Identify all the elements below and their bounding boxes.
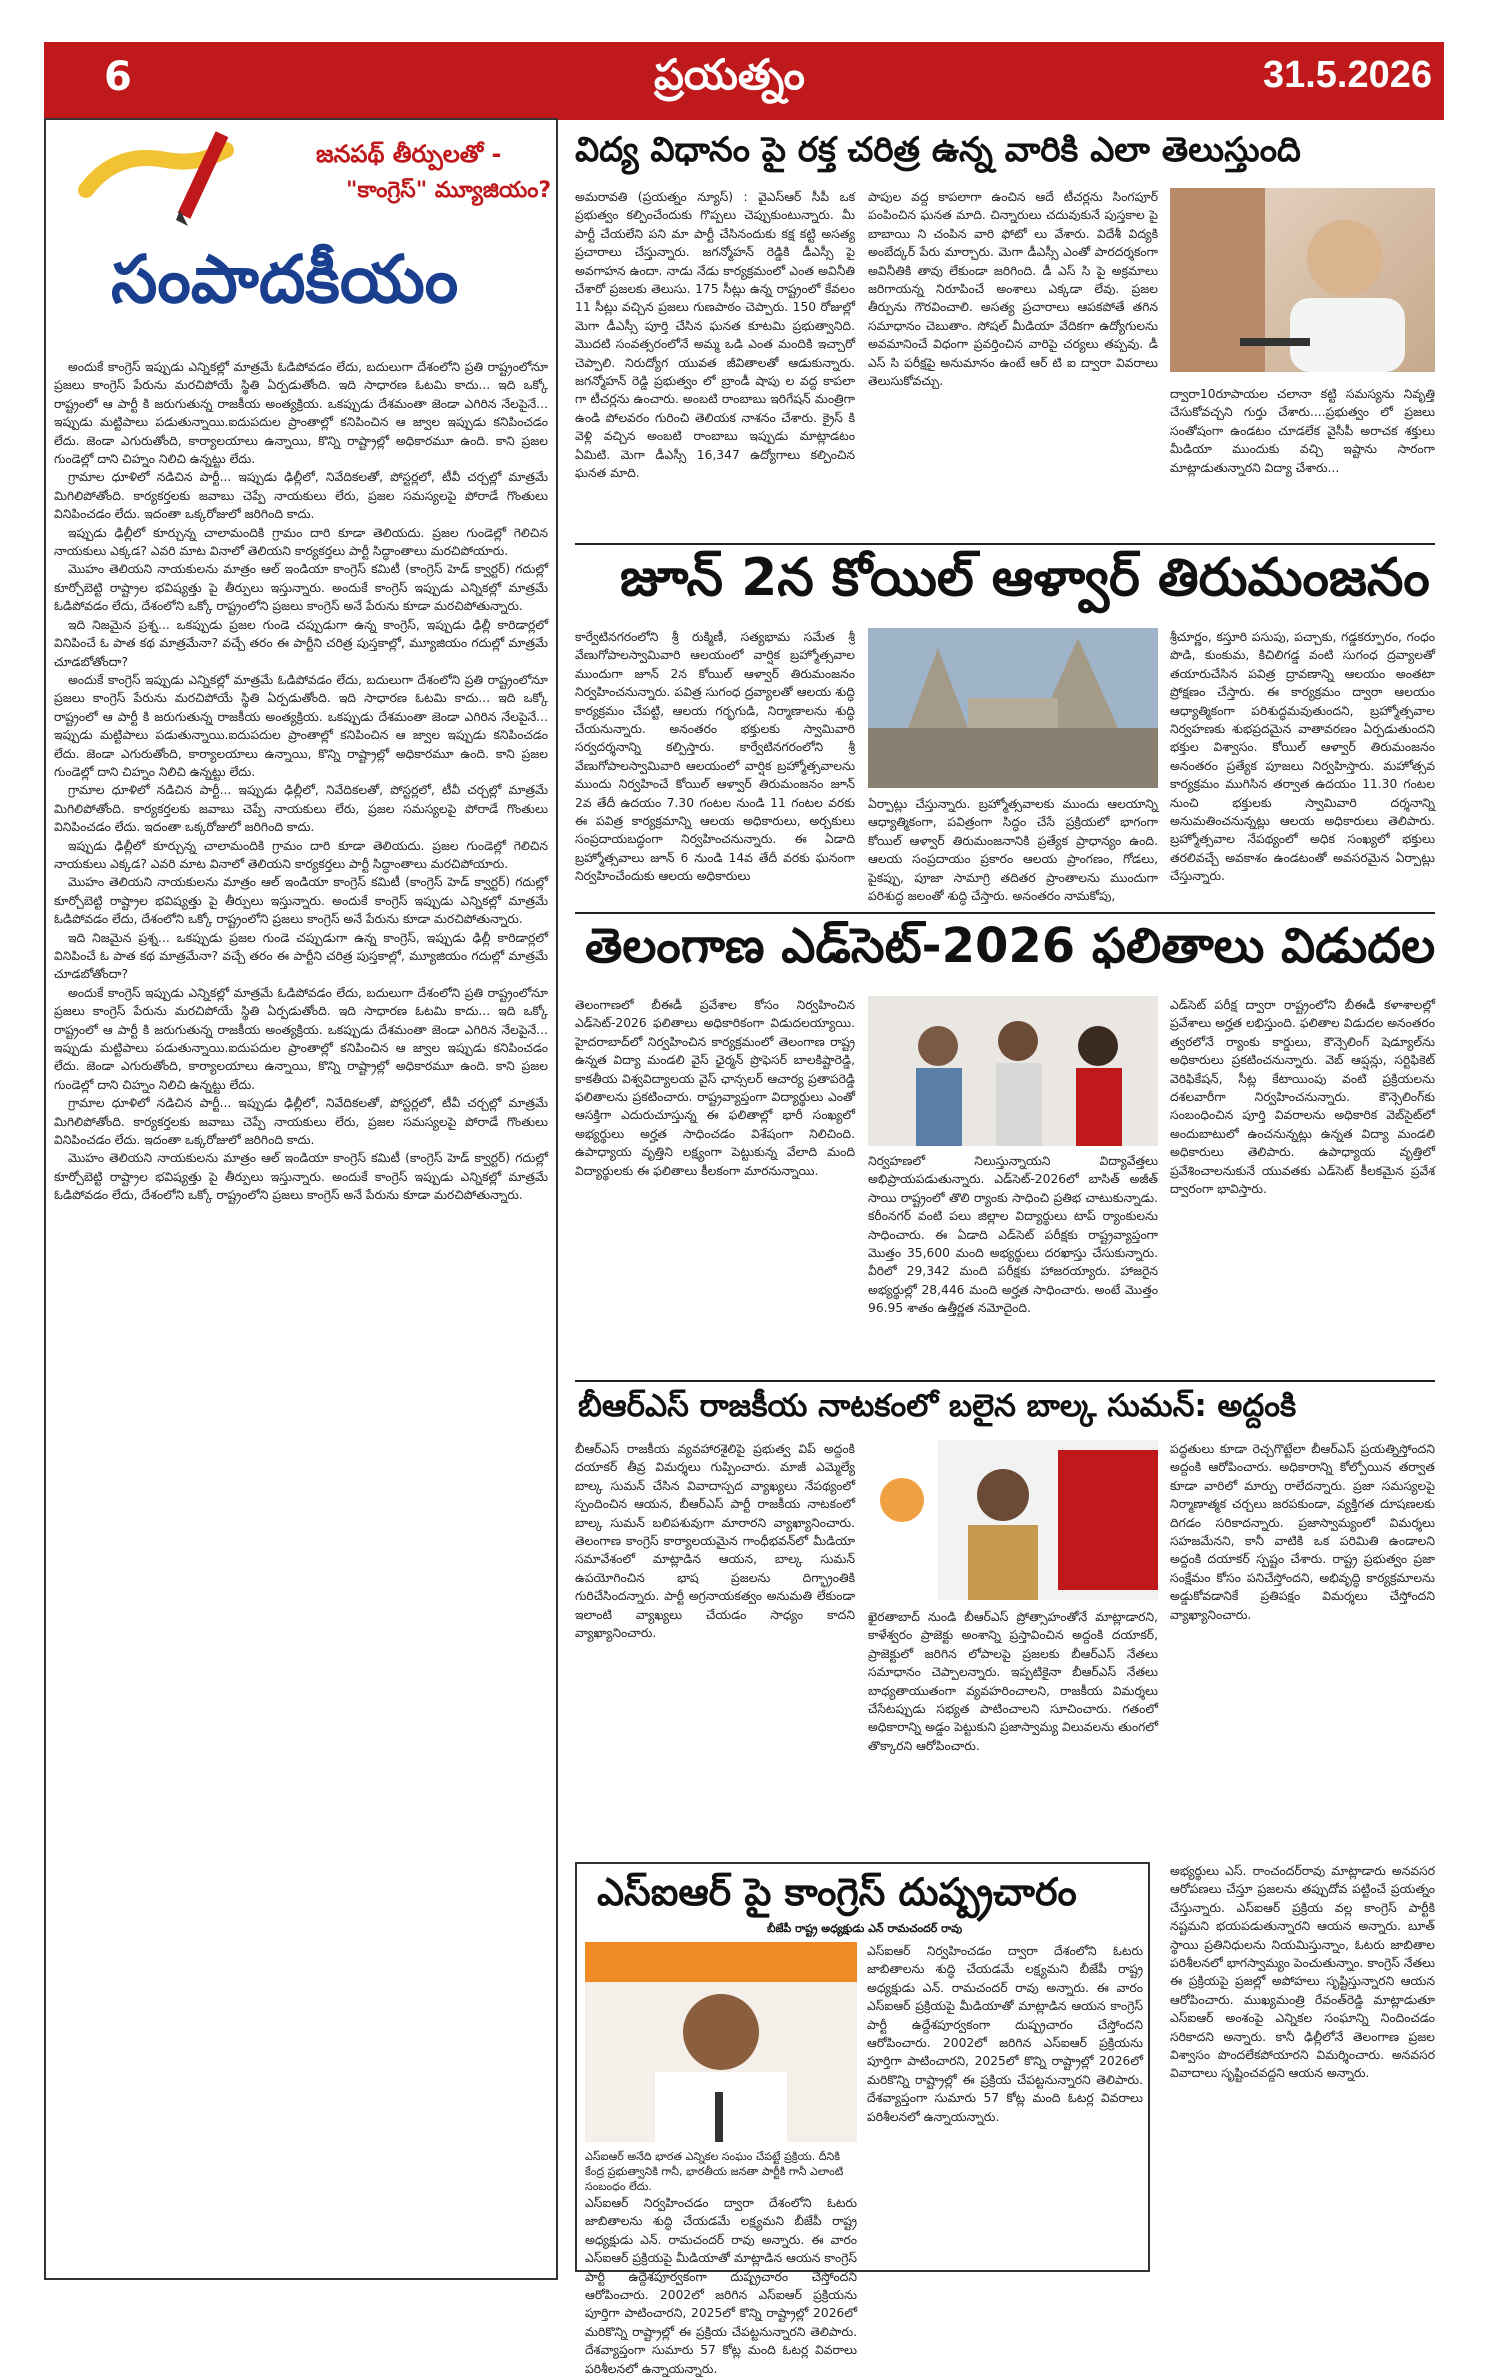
editorial-paragraph: గ్రామాల ధూళిలో నడిచిన పార్టీ... ఇప్పుడు ఢిల్లీలో, నివేదికలతో, పోస్టర్లలో, టీవీ చర్చల్లో మాత్రమే మిగిలిపోతోంది. కార్యకర్తలకు జవాబు చెప్పే నాయకులు లేరు, ప్రజల సమస్యలపై పోరాడే గొంతులు వినిపించడం లేదు. ఇదంతా ఒక్కరోజులో జరిగింది కాదు. [54,1096,548,1148]
article-2-col-2: ఏర్పాట్లు చేస్తున్నారు. బ్రహ్మోత్సవాలకు ముందు ఆలయాన్ని ఆధ్యాత్మికంగా, పవిత్రంగా సిద్ధం చేసే ప్రక్రియలో భాగంగా కోయిల్ ఆళ్వార్ తిరుమంజనానికి ప్రత్యేక ప్రాధాన్యం ఉంది. ఆలయ సంప్రదాయం ప్రకారం ఆలయ ప్రాంగణం, గోడలు, పైకప్పు, పూజా సామాగ్రి తదితర ప్రాంతాలను ముందుగా పరిశుద్ధ జలంతో శుద్ధి చేస్తారు. అనంతరం నామకోపు, [868,797,1158,904]
editorial-box [44,118,558,2280]
editorial-body [54,358,548,2270]
pen-icon [76,130,246,230]
editorial-paragraph: మొహం తెలియని నాయకులను మాత్రం ఆల్ ఇండియా కాంగ్రెస్ కమిటీ (కాంగ్రెస్ హెడ్ క్వార్టర్) గదుల్లో కూర్చోబెట్టి రాష్ట్రాల భవిష్యత్తు పై తీర్పులు ఇస్తున్నారు. అందుకే కాంగ్రెస్ ఇప్పుడు ఎన్నికల్లో మాత్రమే ఓడిపోవడం లేదు, దేశంలోని ఒక్కో రాష్ట్రంలోని ప్రజలు కాంగ్రెస్ అనే పేరును కూడా మరచిపోతున్నారు. [54,562,548,614]
article-2-headline: జూన్ 2న కోయిల్ ఆళ్వార్ తిరుమంజనం [620,548,1430,608]
editorial-paragraph: అందుకే కాంగ్రెస్ ఇప్పుడు ఎన్నికల్లో మాత్రమే ఓడిపోవడం లేదు, బదులుగా దేశంలోని ప్రతి రాష్ట్రంలోనూ ప్రజలు కాంగ్రెస్ పేరును మరచిపోయే స్థితి ఏర్పడుతోంది. ఇది సాధారణ ఓటమి కాదు... ఇది ఒక్కో రాష్ట్రంలో ఆ పార్టీ కి జరుగుతున్న రాజకీయ అంత్యక్రియ. ఒకప్పుడు దేశమంతా జెండా ఎగిరిన నేలపైనే... ఇప్పుడు మట్టిపాలు పడుతున్నాయి.ఐదుపదుల ప్రాంతాల్లో కనిపించిన ఆ జ్వాల ఇప్పుడు కనిపించడం లేదు. జెండా ఎగురుతోంది, కార్యాలయాలు ఉన్నాయి, కొన్ని రాష్ట్రాల్లో అధికారమూ ఉంది. కాని ప్రజల గుండెల్లో దాని చిహ్నం నిలిచి ఉన్నట్టు లేదు. [54,360,548,467]
article-3-col-3: ఎడ్‌సెట్ పరీక్ష ద్వారా రాష్ట్రంలోని బీఈడీ కళాశాలల్లో ప్రవేశాలు అర్హత లభిస్తుంది. ఫలితాల విడుదల అనంతరం త్వరలోనే ర్యాంకు కార్డులు, కౌన్సెలింగ్ షెడ్యూల్‌ను అధికారులు ప్రకటించనున్నారు. వెబ్ ఆప్షన్లు, సర్టిఫికెట్ వెరిఫికేషన్, సీట్ల కేటాయింపు వంటి ప్రక్రియలను దశలవారీగా నిర్వహించనున్నారు. కౌన్సెలింగ్‌కు సంబంధించిన పూర్తి వివరాలను అధికారిక వెబ్‌సైట్‌లో అందుబాటులో ఉంచనున్నట్లు ఉన్నత విద్యా మండలి అధికారులు తెలిపారు. ఉపాధ్యాయ వృత్తిలో ప్రవేశించాలనుకునే యువతకు ఎడ్‌సెట్ కీలకమైన ప్రవేశ ద్వారంగా భావిస్తారు. [1170,998,1435,1197]
article-2-col-3: శ్రీచూర్ణం, కస్తూరి పసుపు, పచ్చాకు, గడ్డకర్పూరం, గంధం పొడి, కుంకుమ, కిచిలిగడ్డ వంటి సుగంధ ద్రవ్యాలతో తయారుచేసిన పవిత్ర ద్రావణాన్ని ఆలయం అంతటా ప్రోక్షణం చేస్తారు. ఈ కార్యక్రమం ద్వారా ఆలయం ఆధ్యాత్మికంగా పరిశుద్ధమవుతుందని, బ్రహ్మోత్సవాల నిర్వహణకు శుభప్రదమైన వాతావరణం ఏర్పడుతుందని భక్తుల విశ్వాసం. కోయిల్ ఆళ్వార్ తిరుమంజనం అనంతరం ప్రత్యేక పూజలు నిర్వహిస్తారు. మహోత్సవ కార్యక్రమం ముగిసిన తర్వాత ఉదయం 11.30 గంటల నుంచి భక్తులకు స్వామివారి దర్శనాన్ని అనుమతించనున్నట్లు ఆలయ అధికారులు తెలిపారు. బ్రహ్మోత్సవాల నేపథ్యంలో అధిక సంఖ్యలో భక్తులు తరలివచ్చే అవకాశం ఉండటంతో అవసరమైన ఏర్పాట్లు చేస్తున్నారు. [1170,630,1435,884]
article-4-speaker-photo [868,1440,1158,1600]
article-4-col-2: ఖైరతాబాద్ నుండి బీఆర్ఎస్ ప్రోత్సాహంతోనే మాట్లాడారని, కాళేశ్వరం ప్రాజెక్టు అంశాన్ని ప్రస్తావించిన అద్దంకి దయాకర్, ప్రాజెక్టులో జరిగిన లోపాలపై ప్రజలకు బీఆర్ఎస్ నేతలు సమాధానం చెప్పాలన్నారు. ఇప్పటికైనా బీఆర్ఎస్ నేతలు బాధ్యతాయుతంగా వ్యవహరించాలని, రాజకీయ విమర్శలు చేసేటప్పుడు సభ్యత పాటించాలని సూచించారు. గతంలో అధికారాన్ని అడ్డం పెట్టుకుని ప్రజాస్వామ్య విలువలను తుంగలో తొక్కారని ఆరోపించారు. [868,1610,1158,1753]
editorial-paragraph: ఇప్పుడు ఢిల్లీలో కూర్చున్న చాలామందికి గ్రామం దారి కూడా తెలియదు. ప్రజల గుండెల్లో గెలిచిన నాయకులు ఎక్కడ? ఎవరి మాట వినాలో తెలియని కార్యకర్తలు పార్టీ సిద్ధాంతాలు మరచిపోయారు. [54,525,548,559]
article-4-col-1: బీఆర్ఎస్ రాజకీయ వ్యవహారశైలిపై ప్రభుత్వ విప్ అద్దంకి దయాకర్ తీవ్ర విమర్శలు గుప్పించారు. మాజీ ఎమ్మెల్యే బాల్క సుమన్ చేసిన వివాదాస్పద వ్యాఖ్యలు నేపథ్యంలో స్పందించిన ఆయన, బీఆర్ఎస్ పార్టీ రాజకీయ నాటకంలో బాల్క సుమన్ బలిపశువుగా మారారని వ్యాఖ్యానించారు. తెలంగాణ కాంగ్రెస్ కార్యాలయమైన గాంధీభవన్‌లో మీడియా సమావేశంలో మాట్లాడిన ఆయన, బాల్క సుమన్ ఉపయోగించిన భాష ప్రజలను దిగ్భ్రాంతికి గురిచేసిందన్నారు. పార్టీ అగ్రనాయకత్వం అనుమతి లేకుండా ఇలాంటి వ్యాఖ్యలు చేయడం సాధ్యం కాదని వ్యాఖ్యానించారు. [575,1442,855,1641]
divider [575,1380,1435,1382]
editorial-tagline-1: జనపథ్ తీర్పులతో - [316,140,502,168]
article-1-col-3: ద్వారా10రూపాయల చలానా కట్టి సమస్యను నివృత్తి చేసుకోవచ్చని గుర్తు చేశారు....ప్రభుత్వం లో ప్రజలు సంతోషంగా ఉండటం చూడలేక వైసీపీ అరాచక శక్తులు మీడియా ముందుకు వచ్చి ఇష్టాను సారంగా మాట్లాడుతున్నారని విద్యా చేశారు... [1170,387,1435,475]
article-1-col-2: పాపుల వద్ద కాపలాగా ఉంచిన ఆదే టీచర్లను సింగపూర్ పంపించిన ఘనత మాది. చిన్నారులు చదువుకునే పుస్తకాల పై బాబాయి ని చంపిన వారి ఫోటో లు వేశారు. విదేశీ విద్యకి అంబేద్కర్ పేరు మార్చారు. మెగా డీఎస్సీ ఎంతో పారదర్శకంగా అవినీతికి తావు లేకుండా జరిగింది. డీ ఎస్ సి పై అక్రమాలు జరిగాయన్న నిరూపించే అంశాలు ఎక్కడా లేవు. ప్రజల తీర్పును గౌరవించాలి. అసత్య ప్రచారాలు ఆపకపోతే తగిన సమాధానం చెబుతాం. సోషల్ మీడియా వేదికగా ఉద్యోగులను అవమానించే విధంగా ప్రవర్తించిన వారిపై చర్యలు తప్పవు. డీ ఎస్ సి పరీక్షపై అనుమానం ఉంటే ఆర్ టి ఐ ద్వారా వివరాలు తెలుసుకోవచ్చు. [868,190,1158,389]
article-1-photo [1170,188,1435,372]
article-5-box [575,1862,1150,2376]
article-5-col-1-tail: ఎస్ఐఆర్ నిర్వహించడం ద్వారా దేశంలోని ఓటరు జాబితాలను శుద్ధి చేయడమే లక్ష్యమని బీజేపీ రాష్ట్ర అధ్యక్షుడు ఎన్. రామచందర్ రావు అన్నారు. ఈ వారం ఎస్ఐఆర్ ప్రక్రియపై మీడియాతో మాట్లాడిన ఆయన కాంగ్రెస్ పార్టీ ఉద్దేశపూర్వకంగా దుష్ప్రచారం చేస్తోందని ఆరోపించారు. 2002లో జరిగిన ఎస్ఐఆర్ ప్రక్రియను పూర్తిగా పాటించారని, 2025లో కొన్ని రాష్ట్రాల్లో 2026లో మరికొన్ని రాష్ట్రాల్లో ఈ ప్రక్రియ చేపట్టనున్నారని తెలిపారు. దేశవ్యాప్తంగా సుమారు 57 కోట్ల మంది ఓటర్ల వివరాలు పరిశీలనలో ఉన్నాయన్నారు. [585,2196,857,2376]
article-5-col-2: అభ్యర్థులు ఎస్. రాంచందర్‌రావు మాట్లాడారు అనవసర ఆరోపణలు చేస్తూ ప్రజలను తప్పుదోవ పట్టించే ప్రయత్నం చేస్తున్నారు. ఎస్ఐఆర్ ప్రక్రియ వల్ల కాంగ్రెస్ పార్టీకి నష్టమని భయపడుతున్నారని ఆయన అన్నారు. బూత్ స్థాయి ప్రతినిధులను నియమిస్తున్నాం, ఓటరు జాబితాల పరిశీలనలో భాగస్వామ్యం పెంచుతున్నాం. కాంగ్రెస్ నేతలు ఈ ప్రక్రియపై ప్రజల్లో అపోహలు సృష్టిస్తున్నారని ఆయన ఆరోపించారు. ముఖ్యమంత్రి రేవంత్‌రెడ్డి మాట్లాడుతూ ఎస్ఐఆర్ అంశంపై ఎన్నికల సంఘాన్ని నిందించడం సరికాదని అన్నారు. కానీ ఢిల్లీలోనే తెలంగాణ ప్రజల విశ్వాసం పొందలేకపోయారని విమర్శించారు. అనవసర వివాదాలు సృష్టించవద్దని ఆయన అన్నారు. [1170,1864,1435,2081]
article-5-byline: బీజేపీ రాష్ట్ర అధ్యక్షుడు ఎన్ రామచందర్ రావు [767,1922,963,1935]
divider [575,543,1435,545]
editorial-tagline-2: "కాంగ్రెస్" మ్యూజియం? [346,178,552,203]
editorial-paragraph: గ్రామాల ధూళిలో నడిచిన పార్టీ... ఇప్పుడు ఢిల్లీలో, నివేదికలతో, పోస్టర్లలో, టీవీ చర్చల్లో మాత్రమే మిగిలిపోతోంది. కార్యకర్తలకు జవాబు చెప్పే నాయకులు లేరు, ప్రజల సమస్యలపై పోరాడే గొంతులు వినిపించడం లేదు. ఇదంతా ఒక్కరోజులో జరిగింది కాదు. [54,783,548,835]
article-5-speaker-photo [585,1942,857,2142]
article-3-students-photo [868,996,1158,1146]
article-1-col-1: అమరావతి (ప్రయత్నం న్యూస్) : వైఎస్ఆర్ సీపీ ఒక ప్రభుత్వం కల్పించేందుకు గొప్పలు చెప్పుకుంటున్నారు. మీ పార్టీ చేయలేని పని మా పార్టీ చేసినందుకు కక్ష కట్టి అసత్య ప్రచారాలు చేస్తున్నారు. జగన్మోహన్ రెడ్డికి డీఎస్సీ పై అవగాహన ఉందా. నాడు నేడు కార్యక్రమంలో ఎంత అవినీతి చేశారో ప్రజలకు తెలుసు. 175 సీట్లు ఉన్న రాష్ట్రంలో కేవలం 11 సీట్లు వచ్చిన ప్రజలు గుణపాఠం చెప్పారు. 150 రోజుల్లో మెగా డీఎస్సీ పూర్తి చేసిన ఘనత కూటమి ప్రభుత్వానిది. మొదటి సంవత్సరంలోనే అమ్మ ఒడి ఎంత మందికి ఇచ్చారో చెప్పాలి. నిరుద్యోగ యువత జీవితాలతో ఆడుకున్నారు. జగన్మోహన్ రెడ్డి ప్రభుత్వం లో బ్రాండీ షాపు ల వద్ద కాపలా గా టీచర్లను ఉంచారు. అంబటి రాంబాబు ఇరిగేషన్ మంత్రిగా ఉండి పోలవరం గురించి తెలియక నాశనం చేశారు. క్రైస్ కి వెళ్లి వచ్చిన అంబటి రాంబాబు ఇప్పుడు మాట్లాడటం ఏమిటి. మెగా డీఎస్సీ 16,347 ఉద్యోగాలు కల్పించిన ఘనత మాది. [575,190,855,481]
editorial-paragraph: ఇప్పుడు ఢిల్లీలో కూర్చున్న చాలామందికి గ్రామం దారి కూడా తెలియదు. ప్రజల గుండెల్లో గెలిచిన నాయకులు ఎక్కడ? ఎవరి మాట వినాలో తెలియని కార్యకర్తలు పార్టీ సిద్ధాంతాలు మరచిపోయారు. [54,838,548,871]
editorial-paragraph: ఇది నిజమైన ప్రశ్న... ఒకప్పుడు ప్రజల గుండె చప్పుడుగా ఉన్న కాంగ్రెస్, ఇప్పుడు ఢిల్లీ కారిడార్లలో వినిపించే ఓ పాత కథ మాత్రమేనా? వచ్చే తరం ఈ పార్టీని చరిత్ర పుస్తకాల్లో, మ్యూజియం గదుల్లో మాత్రమే చూడబోతోందా? [54,930,548,982]
editorial-paragraph: అందుకే కాంగ్రెస్ ఇప్పుడు ఎన్నికల్లో మాత్రమే ఓడిపోవడం లేదు, బదులుగా దేశంలోని ప్రతి రాష్ట్రంలోనూ ప్రజలు కాంగ్రెస్ పేరును మరచిపోయే స్థితి ఏర్పడుతోంది. ఇది సాధారణ ఓటమి కాదు... ఇది ఒక్కో రాష్ట్రంలో ఆ పార్టీ కి జరుగుతున్న రాజకీయ అంత్యక్రియ. ఒకప్పుడు దేశమంతా జెండా ఎగిరిన నేలపైనే... ఇప్పుడు మట్టిపాలు పడుతున్నాయి.ఐదుపదుల ప్రాంతాల్లో కనిపించిన ఆ జ్వాల ఇప్పుడు కనిపించడం లేదు. జెండా ఎగురుతోంది, కార్యాలయాలు ఉన్నాయి, కొన్ని రాష్ట్రాల్లో అధికారమూ ఉంది. కాని ప్రజల గుండెల్లో దాని చిహ్నం నిలిచి ఉన్నట్టు లేదు. [54,985,548,1092]
article-5-col-1: ఎస్ఐఆర్ నిర్వహించడం ద్వారా దేశంలోని ఓటరు జాబితాలను శుద్ధి చేయడమే లక్ష్యమని బీజేపీ రాష్ట్ర అధ్యక్షుడు ఎన్. రామచందర్ రావు అన్నారు. ఈ వారం ఎస్ఐఆర్ ప్రక్రియపై మీడియాతో మాట్లాడిన ఆయన కాంగ్రెస్ పార్టీ ఉద్దేశపూర్వకంగా దుష్ప్రచారం చేస్తోందని ఆరోపించారు. 2002లో జరిగిన ఎస్ఐఆర్ ప్రక్రియను పూర్తిగా పాటించారని, 2025లో కొన్ని రాష్ట్రాల్లో 2026లో మరికొన్ని రాష్ట్రాల్లో ఈ ప్రక్రియ చేపట్టనున్నారని తెలిపారు. దేశవ్యాప్తంగా సుమారు 57 కోట్ల మంది ఓటర్ల వివరాలు పరిశీలనలో ఉన్నాయన్నారు. [867,1944,1143,2124]
article-3-col-2: నిర్వహణలో నిలుస్తున్నాయని విద్యావేత్తలు అభిప్రాయపడుతున్నారు. ఎడ్‌సెట్-2026లో బాసిత్ అజీత్ సాయి రాష్ట్రంలో తొలి ర్యాంకు సాధించి ప్రతిభ చాటుకున్నాడు. కరీంనగర్ వంటి పలు జిల్లాల విద్యార్థులు టాప్ ర్యాంకులను సాధించారు. ఈ ఏడాది ఎడ్‌సెట్ పరీక్షకు రాష్ట్రవ్యాప్తంగా మొత్తం 35,600 మంది అభ్యర్థులు దరఖాస్తు చేసుకున్నారు. వీరిలో 29,342 మంది పరీక్షకు హాజరయ్యారు. హాజరైన అభ్యర్థుల్లో 28,446 మంది అర్హత సాధించారు. అంటే మొత్తం 96.95 శాతం ఉత్తీర్ణత నమోదైంది. [868,1154,1158,1316]
editorial-paragraph: గ్రామాల ధూళిలో నడిచిన పార్టీ... ఇప్పుడు ఢిల్లీలో, నివేదికలతో, పోస్టర్లలో, టీవీ చర్చల్లో మాత్రమే మిగిలిపోతోంది. కార్యకర్తలకు జవాబు చెప్పే నాయకులు లేరు, ప్రజల సమస్యలపై పోరాడే గొంతులు వినిపించడం లేదు. ఇదంతా ఒక్కరోజులో జరిగింది కాదు. [54,470,548,522]
editorial-paragraph: అందుకే కాంగ్రెస్ ఇప్పుడు ఎన్నికల్లో మాత్రమే ఓడిపోవడం లేదు, బదులుగా దేశంలోని ప్రతి రాష్ట్రంలోనూ ప్రజలు కాంగ్రెస్ పేరును మరచిపోయే స్థితి ఏర్పడుతోంది. ఇది సాధారణ ఓటమి కాదు... ఇది ఒక్కో రాష్ట్రంలో ఆ పార్టీ కి జరుగుతున్న రాజకీయ అంత్యక్రియ. ఒకప్పుడు దేశమంతా జెండా ఎగిరిన నేలపైనే... ఇప్పుడు మట్టిపాలు పడుతున్నాయి.ఐదుపదుల ప్రాంతాల్లో కనిపించిన ఆ జ్వాల ఇప్పుడు కనిపించడం లేదు. జెండా ఎగురుతోంది, కార్యాలయాలు ఉన్నాయి, కొన్ని రాష్ట్రాల్లో అధికారమూ ఉంది. కాని ప్రజల గుండెల్లో దాని చిహ్నం నిలిచి ఉన్నట్టు లేదు. [54,672,548,779]
article-2-col-1: కార్వేటినగరంలోని శ్రీ రుక్మిణీ, సత్యభామ సమేత శ్రీ వేణుగోపాలస్వామివారి ఆలయంలో వార్షిక బ్రహ్మోత్సవాల ముందుగా జూన్ 2న కోయిల్ ఆళ్వార్ తిరుమంజనం నిర్వహించనున్నారు. పవిత్ర సుగంధ ద్రవ్యాలతో ఆలయ శుద్ధి కార్యక్రమం చేపట్టి, ఆలయ గర్భగుడి, నిర్మాణాలను శుద్ధి చేయనున్నారు. అనంతరం భక్తులకు స్వామివారి సర్వదర్శనాన్ని కల్పిస్తారు. కార్వేటినగరంలోని శ్రీ వేణుగోపాలస్వామివారి ఆలయంలో వార్షిక బ్రహ్మోత్సవాలను ముందు నిర్వహించే కోయిల్ ఆళ్వార్ తిరుమంజనం జూన్ 2వ తేదీ ఉదయం 7.30 గంటల నుండి 11 గంటల వరకు ఈ పవిత్ర కార్యక్రమాన్ని ఆలయ అధికారులు, అర్చకులు సంప్రదాయబద్ధంగా నిర్వహించనున్నారు. ఈ ఏడాది బ్రహ్మోత్సవాలు జూన్ 6 నుండి 14వ తేదీ వరకు ఘనంగా నిర్వహించేందుకు ఆలయ అధికారులు [575,630,855,884]
article-2-temple-photo [868,628,1158,788]
editorial-paragraph: మొహం తెలియని నాయకులను మాత్రం ఆల్ ఇండియా కాంగ్రెస్ కమిటీ (కాంగ్రెస్ హెడ్ క్వార్టర్) గదుల్లో కూర్చోబెట్టి రాష్ట్రాల భవిష్యత్తు పై తీర్పులు ఇస్తున్నారు. అందుకే కాంగ్రెస్ ఇప్పుడు ఎన్నికల్లో మాత్రమే ఓడిపోవడం లేదు, దేశంలోని ఒక్కో రాష్ట్రంలోని ప్రజలు కాంగ్రెస్ అనే పేరును కూడా మరచిపోతున్నారు. [54,1151,548,1203]
article-1-headline: విద్య విధానం పై రక్త చరిత్ర ఉన్న వారికి ఎలా తెలుస్తుంది [575,130,1301,170]
issue-date: 31.5.2026 [1262,54,1432,96]
article-5-photo-caption: ఎస్ఐఆర్ అనేది భారత ఎన్నికల సంఘం చేపట్టే ప్రక్రియ. దీనికి కేంద్ర ప్రభుత్వానికి గానీ, భారతీయ జనతా పార్టీకి గానీ ఎలాంటి సంబంధం లేదు. [585,2150,844,2193]
page-number: 6 [104,54,132,100]
article-5-headline: ఎస్ఐఆర్ పై కాంగ్రెస్ దుష్ప్రచారం [597,1870,1077,1914]
editorial-logo-word: సంపాదకీయం [111,240,459,318]
newspaper-title: ప్రయత్నం [654,50,805,99]
article-3-col-1: తెలంగాణలో బీఈడీ ప్రవేశాల కోసం నిర్వహించిన ఎడ్‌సెట్-2026 ఫలితాలు అధికారికంగా విడుదలయ్యాయి. హైదరాబాద్‌లో నిర్వహించిన కార్యక్రమంలో తెలంగాణ రాష్ట్ర ఉన్నత విద్యా మండలి వైస్ ఛైర్మన్ ప్రొఫెసర్ బాలకిష్టారెడ్డి, కాకతీయ విశ్వవిద్యాలయ వైస్ ఛాన్సలర్ ఆచార్య ప్రతాపరెడ్డి ఫలితాలను ప్రకటించారు. రాష్ట్రవ్యాప్తంగా విద్యార్థులు ఎంతో ఆసక్తిగా ఎదురుచూస్తున్న ఈ ఫలితాల్లో భారీ సంఖ్యలో అభ్యర్థులు అర్హత సాధించడం విశేషంగా నిలిచింది. ఉపాధ్యాయ వృత్తిని లక్ష్యంగా పెట్టుకున్న వేలాది మంది విద్యార్థులకు ఈ ఫలితాలు కీలకంగా మారనున్నాయి. [575,998,855,1178]
editorial-paragraph: మొహం తెలియని నాయకులను మాత్రం ఆల్ ఇండియా కాంగ్రెస్ కమిటీ (కాంగ్రెస్ హెడ్ క్వార్టర్) గదుల్లో కూర్చోబెట్టి రాష్ట్రాల భవిష్యత్తు పై తీర్పులు ఇస్తున్నారు. అందుకే కాంగ్రెస్ ఇప్పుడు ఎన్నికల్లో మాత్రమే ఓడిపోవడం లేదు, దేశంలోని ఒక్కో రాష్ట్రంలోని ప్రజలు కాంగ్రెస్ అనే పేరును కూడా మరచిపోతున్నారు. [54,875,548,927]
article-4-headline: బీఆర్ఎస్ రాజకీయ నాటకంలో బలైన బాల్క సుమన్: అద్దంకి [578,1388,1297,1424]
article-3-headline: తెలంగాణ ఎడ్‌సెట్-2026 ఫలితాలు విడుదల [585,918,1436,974]
article-4-col-3: పద్ధతులు కూడా రెచ్చగొట్టేలా బీఆర్ఎస్ ప్రయత్నిస్తోందని అద్దంకి ఆరోపించారు. అధికారాన్ని కోల్పోయిన తర్వాత కూడా వారిలో మార్పు రాలేదన్నారు. ప్రజా సమస్యలపై నిర్మాణాత్మక చర్చలు జరపకుండా, వ్యక్తిగత దూషణలకు దిగడం సరికాదన్నారు. ప్రజాస్వామ్యంలో విమర్శలు సహజమేనని, కానీ వాటికి ఒక పరిమితి ఉండాలని అద్దంకి దయాకర్ స్పష్టం చేశారు. రాష్ట్ర ప్రభుత్వం ప్రజా సంక్షేమం కోసం పనిచేస్తోందని, అభివృద్ధి కార్యక్రమాలను అడ్డుకోవడానికే ప్రతిపక్షం విమర్శలు చేస్తోందని వ్యాఖ్యానించారు. [1170,1442,1435,1622]
editorial-paragraph: ఇది నిజమైన ప్రశ్న... ఒకప్పుడు ప్రజల గుండె చప్పుడుగా ఉన్న కాంగ్రెస్, ఇప్పుడు ఢిల్లీ కారిడార్లలో వినిపించే ఓ పాత కథ మాత్రమేనా? వచ్చే తరం ఈ పార్టీని చరిత్ర పుస్తకాల్లో, మ్యూజియం గదుల్లో మాత్రమే చూడబోతోందా? [54,617,548,669]
divider [575,912,1435,914]
masthead-bar [44,42,1444,120]
